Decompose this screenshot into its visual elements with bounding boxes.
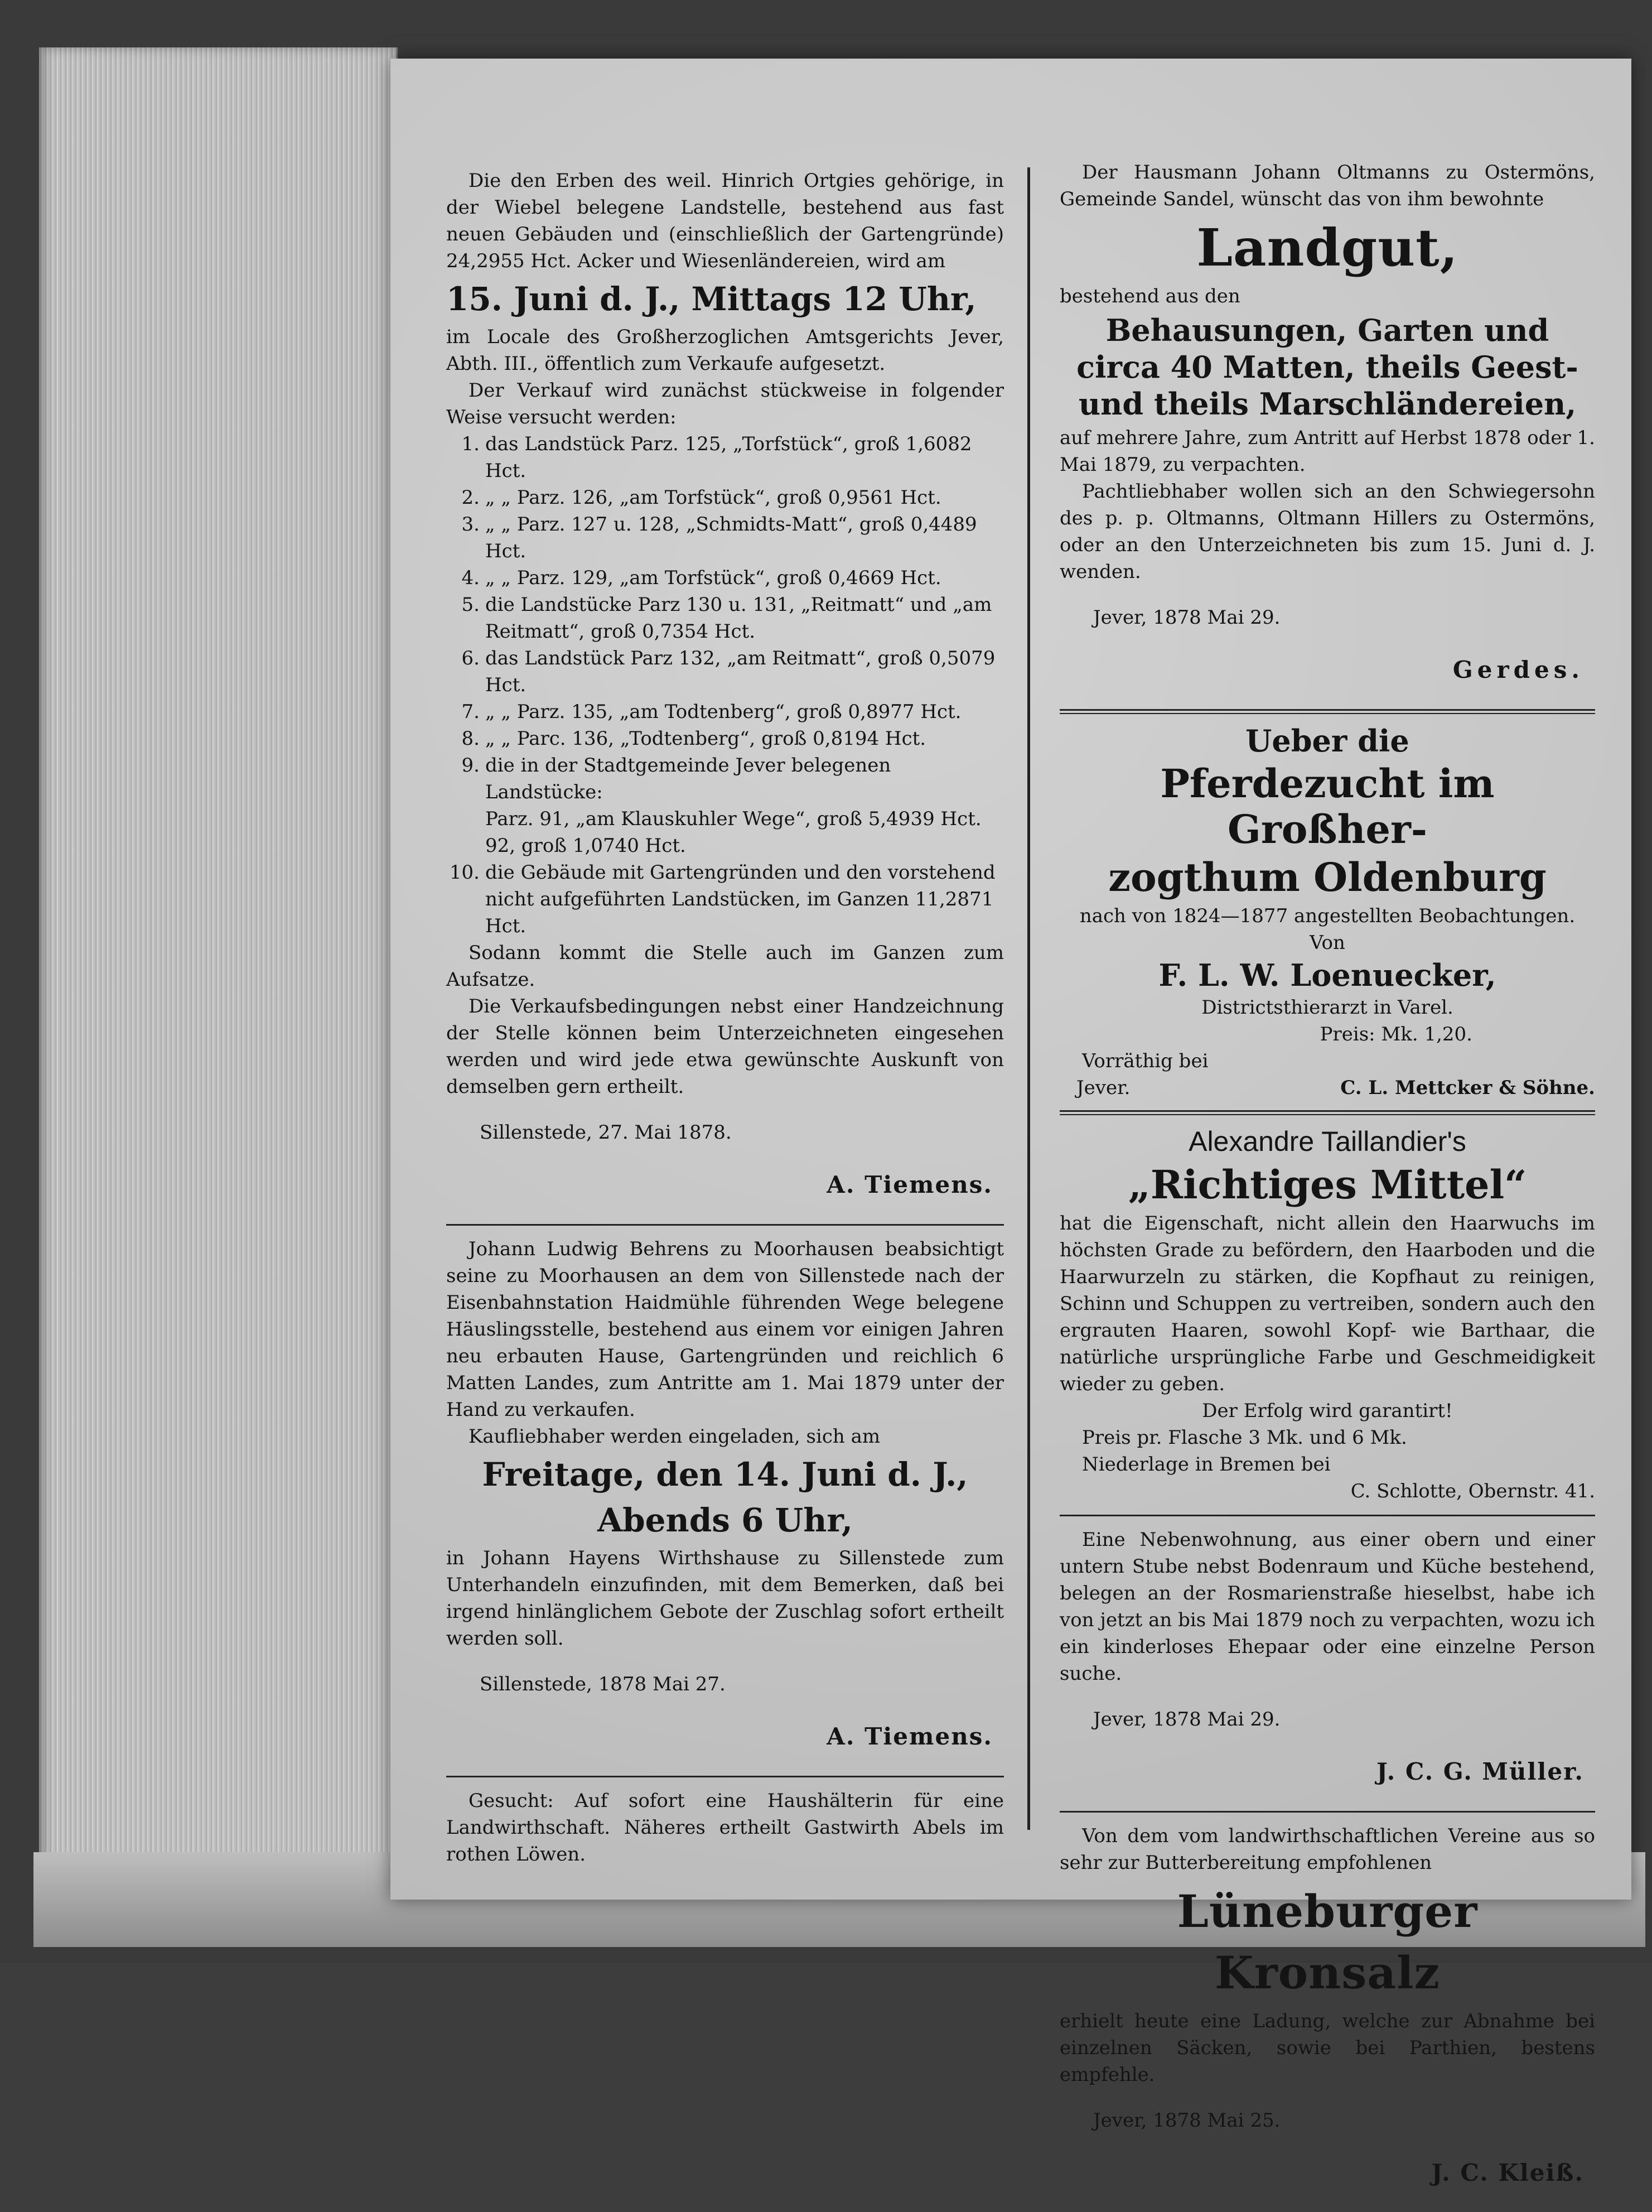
ad-richtiges-mittel — [1060, 1124, 1595, 1505]
lease-terms: auf mehrere Jahre, zum Antritt auf Herbst 1878 oder 1. Mai 1879, zu verpachten. — [1060, 427, 1595, 476]
ad-text: Gesucht: Auf sofort eine Haushälterin für eine Landwirthschaft. Näheres ertheilt Gastwirth Abels im rothen Löwen. — [446, 1790, 1004, 1866]
book-author: F. L. W. Loenuecker, — [1158, 957, 1496, 993]
list-item: 6. das Landstück Parz 132, „am Reitmatt“, groß 0,5079 Hct. — [461, 647, 996, 696]
right-column — [1060, 159, 1595, 2212]
ad-intro: Von dem vom landwirthschaftlichen Vereine aus so sehr zur Butterbereitung empfohlenen — [1060, 1825, 1595, 1874]
book-price: Preis: Mk. 1,20. — [1320, 1023, 1472, 1045]
list-item: 7. „ „ Parz. 135, „am Todtenberg“, groß 0,8977 Hct. — [461, 701, 962, 723]
ad-text: Johann Ludwig Behrens zu Moorhausen beabsichtigt seine zu Moorhausen an dem von Sillenstede nach der Eisenbahnstation Haidmühle führenden Wege belegene Häuslingsstelle, bestehend aus einem vor einigen Jahren neu erbauten Hause, Gartengründen und reichlich 6 Matten Landes, zum Antritte am 1. Mai 1879 unter der Hand zu verkaufen. — [446, 1238, 1004, 1421]
list-item: 3. „ „ Parz. 127 u. 128, „Schmidts-Matt“, groß 0,4489 Hct. — [461, 513, 977, 562]
product-name: „Richtiges Mittel“ — [1128, 1162, 1527, 1208]
ad-landgut-lease — [1060, 159, 1595, 686]
ad-separator — [1060, 1110, 1595, 1115]
brand-name: Alexandre Taillandier's — [1189, 1126, 1466, 1157]
left-column — [446, 167, 1004, 1868]
auction-location: im Locale des Großherzoglichen Amtsgerichts Jever, Abth. III., öffentlich zum Verkaufe aufgesetzt. — [446, 326, 1004, 375]
ad-title: Landgut, — [1196, 218, 1458, 278]
place-date: Sillenstede, 1878 Mai 27. — [480, 1673, 726, 1695]
ad-separator — [446, 1224, 1004, 1226]
ad-book-pferdezucht — [1060, 723, 1595, 1101]
signature: J. C. Kleiß. — [1431, 2159, 1584, 2186]
place-date: Sillenstede, 27. Mai 1878. — [480, 1121, 732, 1144]
meeting-time-heading: Abends 6 Uhr, — [597, 1501, 853, 1539]
column-divider — [1027, 167, 1030, 1830]
seller-line — [1060, 1074, 1595, 1101]
ad-separator — [1060, 1515, 1595, 1516]
book-pre-title: Ueber die — [1245, 723, 1409, 759]
stock-note: Vorräthig bei — [1082, 1050, 1209, 1072]
ad-separator — [446, 1776, 1004, 1777]
ad-intro: Der Hausmann Johann Oltmanns zu Ostermöns, Gemeinde Sandel, wünscht das von ihm bewohnte — [1060, 161, 1595, 210]
seller-name: C. L. Mettcker & Söhne. — [1340, 1077, 1595, 1099]
sale-intro: Der Verkauf wird zunächst stückweise in folgender Weise versucht werden: — [446, 379, 1004, 428]
contact-text: Pachtliebhaber wollen sich an den Schwiegersohn des p. p. Oltmanns, Oltmann Hillers zu Ostermöns, oder an den Unterzeichneten bis zum 15. Juni d. J. wenden. — [1060, 480, 1595, 583]
seller-place: Jever. — [1076, 1077, 1131, 1099]
list-item: Parz. 91, „am Klauskuhler Wege“, groß 5,4939 Hct. — [485, 808, 982, 830]
ad-landstelle-auction — [446, 167, 1004, 1201]
list-item: 9. die in der Stadtgemeinde Jever belegenen Landstücke: — [461, 754, 891, 803]
book-title-line2: zogthum Oldenburg — [1108, 854, 1547, 900]
list-item: 2. „ „ Parz. 126, „am Torfstück“, groß 0,9561 Hct. — [461, 486, 941, 509]
sale-conditions: Die Verkaufsbedingungen nebst einer Handzeichnung der Stelle können beim Unterzeichneten eingesehen werden und wird jede etwa gewünschte Auskunft von demselben gern ertheilt. — [446, 995, 1004, 1098]
ad-text: erhielt heute eine Ladung, welche zur Abnahme bei einzelnen Säcken, sowie bei Parthien, bestens empfehle. — [1060, 2010, 1595, 2086]
price: Preis pr. Flasche 3 Mk. und 6 Mk. — [1082, 1427, 1407, 1449]
list-item: 5. die Landstücke Parz 130 u. 131, „Reitmatt“ und „am Reitmatt“, groß 0,7354 Hct. — [461, 594, 992, 643]
product-description: hat die Eigenschaft, nicht allein den Haarwuchs im höchsten Grade zu befördern, den Haarboden und die Haarwurzeln zu stärken, die Kopfhaut zu reinigen, Schinn und Schuppen zu vertreiben, sondern auch den ergrauten Haaren, sowohl Kopf- wie Barthaar, die natürliche ursprüngliche Farbe und Geschmeidigkeit wieder zu geben. — [1060, 1212, 1595, 1395]
book-subtitle: nach von 1824—1877 angestellten Beobachtungen. — [1079, 905, 1576, 927]
list-item: 1. das Landstück Parz. 125, „Torfstück“, groß 1,6082 Hct. — [461, 433, 972, 482]
dealer: C. Schlotte, Obernstr. 41. — [1350, 1480, 1595, 1502]
ad-haeuslingsstelle — [446, 1236, 1004, 1752]
place-date: Jever, 1878 Mai 25. — [1093, 2109, 1281, 2132]
ad-separator — [1060, 709, 1595, 714]
list-item: 10. die Gebäude mit Gartengründen und den vorstehend nicht aufgeführten Landstücken, im Ganzen 11,2871 Hct. — [449, 861, 996, 937]
meeting-location: in Johann Hayens Wirthshause zu Sillenstede zum Unterhandeln einzufinden, mit dem Bemerken, daß bei irgend hinlänglichem Gebote der Zuschlag sofort ertheilt werden soll. — [446, 1547, 1004, 1650]
book-title-line1: Pferdezucht im Großher- — [1160, 760, 1495, 852]
parcel-list — [446, 431, 1004, 939]
depot: Niederlage in Bremen bei — [1082, 1453, 1331, 1476]
list-item: 8. „ „ Parc. 136, „Todtenberg“, groß 0,8194 Hct. — [461, 727, 926, 750]
signature: A. Tiemens. — [827, 1723, 993, 1750]
meeting-date-heading: Freitage, den 14. Juni d. J., — [482, 1456, 968, 1493]
whole-sale-note: Sodann kommt die Stelle auch im Ganzen zum Aufsatze. — [446, 942, 1004, 991]
guarantee: Der Erfolg wird garantirt! — [1202, 1400, 1453, 1422]
signature: Gerdes. — [1452, 656, 1584, 683]
place-date: Jever, 1878 Mai 29. — [1093, 606, 1281, 629]
book-by: Von — [1310, 932, 1345, 954]
ad-nebenwohnung — [1060, 1526, 1595, 1787]
signature: J. C. G. Müller. — [1376, 1758, 1584, 1785]
book-page-edges — [39, 47, 398, 1944]
author-role: Districtsthierarzt in Varel. — [1201, 996, 1453, 1019]
signature: A. Tiemens. — [827, 1171, 993, 1198]
ad-kronsalz — [1060, 1823, 1595, 2189]
property-heading: Behausungen, Garten und circa 40 Matten, theils Geest- und theils Marschländereien, — [1076, 312, 1578, 422]
place-date: Jever, 1878 Mai 29. — [1093, 1708, 1281, 1731]
ad-title: Lüneburger Kronsalz — [1177, 1885, 1478, 1999]
ad-housekeeper-wanted — [446, 1787, 1004, 1868]
consisting-text: bestehend aus den — [1060, 285, 1240, 307]
invite-text: Kaufliebhaber werden eingeladen, sich am — [468, 1425, 881, 1448]
ad-intro: Die den Erben des weil. Hinrich Ortgies gehörige, in der Wiebel belegene Landstelle, bestehend aus fast neuen Gebäuden und (einschließlich der Gartengründe) 24,2955 Hct. Acker und Wiesenländereien, wird am — [446, 170, 1004, 272]
ad-text: Eine Nebenwohnung, aus einer obern und einer untern Stube nebst Bodenraum und Küche bestehend, belegen an der Rosmarienstraße hieselbst, habe ich von jetzt an bis Mai 1879 noch zu verpachten, wozu ich ein kinderloses Ehepaar oder eine einzelne Person suche. — [1060, 1529, 1595, 1685]
list-item: 4. „ „ Parz. 129, „am Torfstück“, groß 0,4669 Hct. — [461, 567, 941, 589]
list-item: 92, groß 1,0740 Hct. — [485, 835, 686, 857]
auction-date-heading: 15. Juni d. J., Mittags 12 Uhr, — [446, 280, 977, 318]
ad-separator — [1060, 1811, 1595, 1813]
